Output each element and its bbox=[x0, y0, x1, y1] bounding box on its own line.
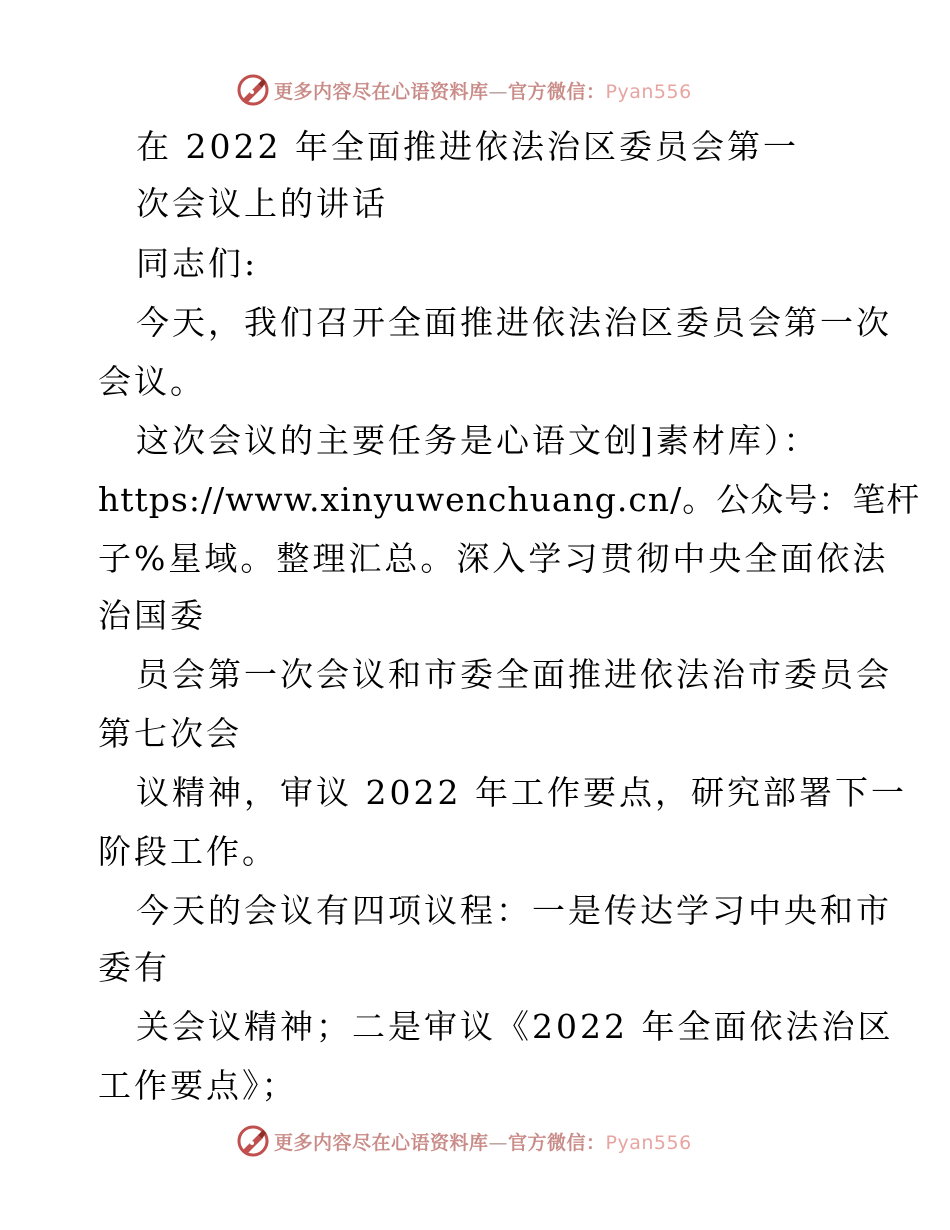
paragraph-line: 第七次会 bbox=[98, 714, 242, 753]
paragraph-line: 今天的会议有四项议程：一是传达学习中央和市 bbox=[136, 891, 892, 930]
salutation: 同志们: bbox=[136, 244, 259, 283]
paragraph-line: 委有 bbox=[98, 948, 170, 987]
paragraph-line: 这次会议的主要任务是心语文创]素材库）： bbox=[136, 421, 820, 460]
title-line-2: 次会议上的讲话 bbox=[136, 184, 388, 223]
paragraph-line: 会议。 bbox=[98, 362, 206, 401]
paragraph-line: 子%星域。整理汇总。深入学习贯彻中央全面依法 bbox=[98, 539, 889, 578]
banner-separator: — bbox=[488, 80, 509, 103]
footer-banner bbox=[0, 1121, 950, 1161]
banner-brand: 更多内容尽在心语资料库 bbox=[274, 1131, 489, 1154]
paragraph-line: 阶段工作。 bbox=[98, 832, 278, 871]
banner-wechat-id: Pyan556 bbox=[605, 80, 692, 103]
title-line-1: 在 2022 年全面推进依法治区委员会第一 bbox=[136, 127, 799, 166]
paragraph-line: 治国委 bbox=[98, 596, 206, 635]
paragraph-line: 工作要点》； bbox=[98, 1066, 298, 1105]
paragraph-line: 员会第一次会议和市委全面推进依法治市委员会 bbox=[136, 655, 892, 694]
paragraph-line: https://www.xinyuwenchuang.cn/。公众号：笔杆 bbox=[98, 480, 921, 519]
paragraph-line: 今天，我们召开全面推进依法治区委员会第一次 bbox=[136, 303, 892, 342]
banner-wechat-label: 官方微信： bbox=[508, 1131, 606, 1154]
banner-wechat-id: Pyan556 bbox=[605, 1131, 692, 1154]
banner-brand: 更多内容尽在心语资料库 bbox=[274, 80, 489, 103]
pen-logo-icon bbox=[236, 1124, 270, 1158]
banner-separator: — bbox=[488, 1131, 509, 1154]
header-banner bbox=[0, 70, 950, 110]
pen-logo-icon bbox=[236, 73, 270, 107]
banner-wechat-label: 官方微信： bbox=[508, 80, 606, 103]
paragraph-line: 关会议精神；二是审议《2022 年全面依法治区 bbox=[136, 1007, 894, 1046]
paragraph-line: 议精神，审议 2022 年工作要点，研究部署下一 bbox=[136, 773, 907, 812]
